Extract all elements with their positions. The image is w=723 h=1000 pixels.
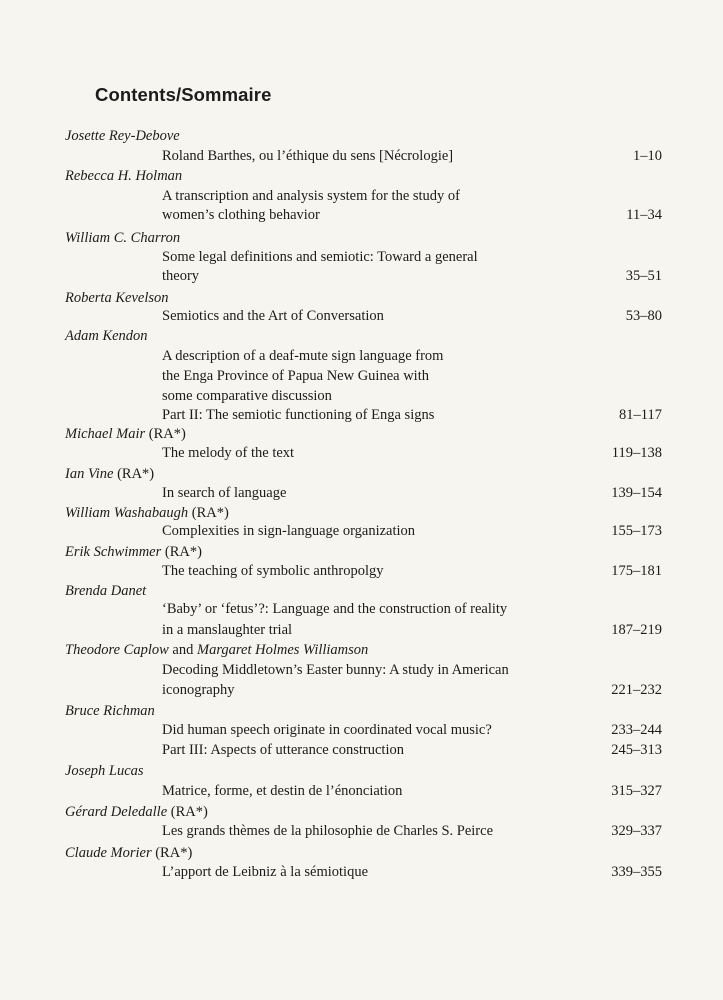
author-name: Ian Vine (65, 466, 114, 482)
title-line (81, 247, 723, 267)
title-line (81, 740, 723, 760)
title-line (81, 660, 723, 680)
author-name: Rebecca H. Holman (65, 168, 183, 184)
author-name: Erik Schwimmer (65, 544, 162, 560)
author-name: Josette Rey-Debove (65, 128, 180, 144)
review-article-marker: (RA*) (188, 505, 229, 521)
review-article-marker: (RA*) (145, 426, 186, 442)
page-range: 35–51 (625, 268, 662, 284)
article-title: Some legal definitions and semiotic: Toward a general (162, 249, 478, 265)
author-joiner: and (168, 642, 197, 658)
author-name: Claude Morier (65, 845, 152, 861)
author-line (0, 802, 707, 822)
title-line (81, 443, 723, 463)
title-line (81, 561, 723, 581)
article-title: iconography (162, 682, 235, 698)
author-name: William C. Charron (65, 230, 181, 246)
page-range: 1–10 (633, 148, 662, 164)
author-line (0, 843, 707, 863)
author-name: Adam Kendon (65, 328, 148, 344)
review-article-marker: (RA*) (161, 544, 202, 560)
title-line (81, 483, 723, 503)
page-range: 329–337 (611, 823, 662, 839)
review-article-marker: (RA*) (151, 845, 193, 861)
author-name: Theodore Caplow (65, 642, 169, 658)
title-line (81, 186, 723, 206)
page-range: 315–327 (611, 783, 662, 799)
author-line (0, 424, 707, 444)
title-line (81, 720, 723, 740)
article-title: Part II: The semiotic functioning of Enga signs (162, 407, 435, 423)
author-line (0, 228, 707, 248)
article-title: Matrice, forme, et destin de l’énonciation (162, 783, 403, 799)
page-range: 175–181 (611, 563, 662, 579)
author-line (0, 288, 707, 308)
title-line (81, 366, 723, 386)
author-line (0, 761, 707, 781)
page-range: 119–138 (611, 445, 662, 461)
article-title: Complexities in sign-language organization (162, 523, 416, 539)
review-article-marker: (RA*) (167, 804, 208, 820)
page-range: 155–173 (611, 523, 662, 539)
article-title: Les grands thèmes de la philosophie de Charles S. Peirce (162, 823, 494, 839)
title-line (81, 680, 723, 700)
author-name: Roberta Kevelson (65, 290, 169, 306)
article-title: A transcription and analysis system for the study of (162, 188, 461, 204)
author-line (0, 581, 707, 601)
article-title: The melody of the text (162, 445, 295, 461)
author-line (0, 166, 707, 186)
title-line (81, 405, 723, 425)
page-range: 233–244 (611, 722, 662, 738)
author-name: Joseph Lucas (65, 763, 144, 779)
author-name: Brenda Danet (65, 583, 147, 599)
author-line (0, 503, 707, 523)
article-title: the Enga Province of Papua New Guinea with (162, 368, 429, 384)
article-title: Roland Barthes, ou l’éthique du sens [Nécrologie] (162, 148, 454, 164)
title-line (81, 599, 723, 619)
author-line (0, 640, 707, 660)
title-line (81, 862, 723, 882)
title-line (81, 620, 723, 640)
article-title: ‘Baby’ or ‘fetus’?: Language and the construction of reality (162, 601, 508, 617)
article-title: Part III: Aspects of utterance construction (162, 742, 404, 758)
page-range: 139–154 (611, 485, 662, 501)
title-line (81, 146, 723, 166)
author-name: Bruce Richman (65, 703, 155, 719)
article-title: The teaching of symbolic anthropolgy (162, 563, 384, 579)
title-line (81, 205, 723, 225)
author-name: William Washabaugh (65, 505, 189, 521)
title-line (81, 781, 723, 801)
author-name: Margaret Holmes Williamson (196, 642, 369, 658)
author-line (0, 542, 707, 562)
page-range: 187–219 (611, 622, 662, 638)
title-line (81, 821, 723, 841)
article-title: theory (162, 268, 200, 284)
author-line (0, 701, 707, 721)
article-title: Did human speech originate in coordinated vocal music? (162, 722, 492, 738)
author-name: Gérard Deledalle (65, 804, 168, 820)
review-article-marker: (RA*) (113, 466, 155, 482)
title-line (81, 521, 723, 541)
article-title: L’apport de Leibniz à la sémiotique (162, 864, 369, 880)
title-line (81, 346, 723, 366)
article-title: women’s clothing behavior (162, 207, 320, 223)
article-title: Decoding Middletown’s Easter bunny: A study in American (162, 662, 509, 678)
page-range: 11–34 (626, 207, 662, 223)
article-title: some comparative discussion (162, 388, 332, 404)
article-title: In search of language (162, 485, 287, 501)
page-title: Contents/Sommaire (95, 84, 272, 105)
author-line (0, 326, 707, 346)
title-line (81, 266, 723, 286)
page-range: 53–80 (625, 308, 662, 324)
author-line (0, 464, 707, 484)
page-range: 339–355 (611, 864, 662, 880)
article-title: A description of a deaf-mute sign language from (162, 348, 444, 364)
article-title: Semiotics and the Art of Conversation (162, 308, 384, 324)
author-name: Michael Mair (65, 426, 146, 442)
title-line (81, 306, 723, 326)
article-title: in a manslaughter trial (162, 622, 293, 638)
title-line (81, 386, 723, 406)
author-line (0, 126, 707, 146)
page-range: 221–232 (611, 682, 662, 698)
page-range: 81–117 (619, 407, 662, 423)
page-range: 245–313 (611, 742, 662, 758)
